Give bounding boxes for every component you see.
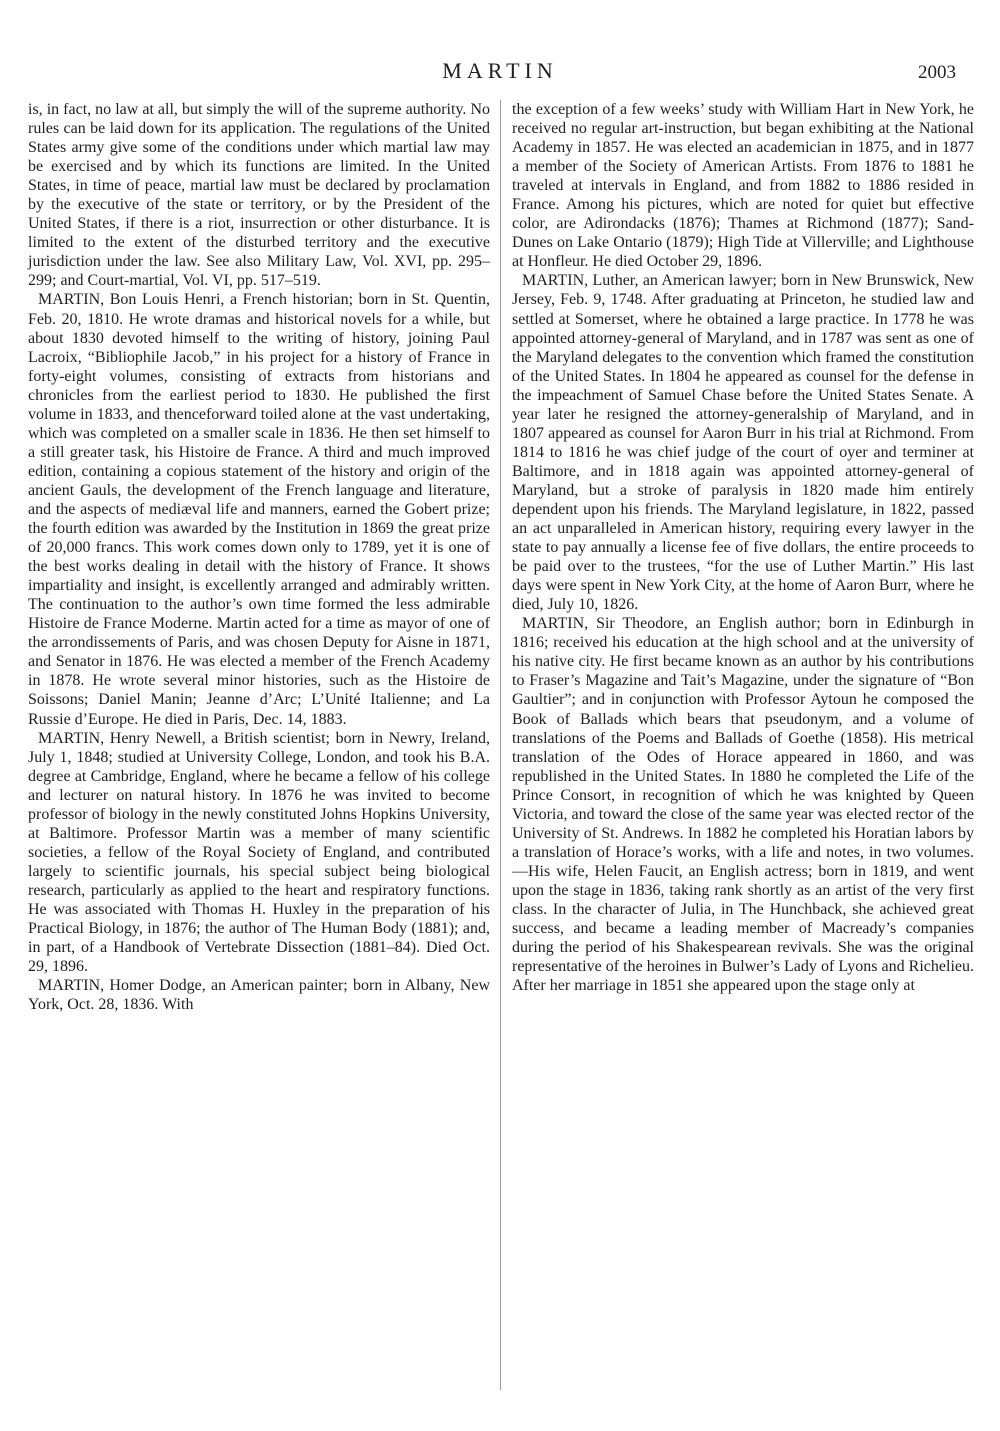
entry-sir-theodore-martin: MARTIN, Sir Theodore, an English author; born in Edinburgh in 1816; received his education at the high school and at the university of his native city. He first became known as an author by his contributions to Fraser’s Magazine and Tait’s Magazine, under the signature of “Bon Gaultier”; and in conjunction with Professor Aytoun he composed the Book of Ballads which bears that pseudonym, and a volume of translations of the Poems and Ballads of Goethe (1858). His metrical translation of the Odes of Horace appeared in 1860, and was republished in the United States. In 1880 he completed the Life of the Prince Consort, in recognition of which he was knighted by Queen Victoria, and toward the close of the same year was elected rector of the University of St. Andrews. In 1882 he completed his Horatian labors by a translation of Horace’s works, with a life and notes, in two volumes.—His wife, Helen Faucit, an English actress; born in 1819, and went upon the stage in 1836, taking rank shortly as an artist of the very first class. In the character of Julia, in The Hunchback, she achieved great success, and became a leading member of Macready’s companies during the period of his Shakespearean revivals. She was the original representative of the heroines in Bulwer’s Lady of Lyons and Richelieu. After her marriage in 1851 she appeared upon the stage only at	[512, 615, 974, 995]
running-head: MARTIN	[442, 58, 558, 83]
page-number: 2003	[918, 62, 956, 83]
paragraph-homer-dodge-continued: the exception of a few weeks’ study with William Hart in New York, he received no regular art-instruction, but began exhibiting at the National Academy in 1857. He was elected an academician in 1875, and in 1877 a member of the Society of American Artists. From 1876 to 1881 he traveled at intervals in England, and from 1882 to 1886 resided in France. Among his pictures, which are noted for quiet but effective color, are Adirondacks (1876); Thames at Richmond (1877); Sand-Dunes on Lake Ontario (1879); High Tide at Villerville; and Lighthouse at Honfleur. He died October 29, 1896.	[512, 101, 974, 271]
entry-henry-newell-martin: MARTIN, Henry Newell, a British scientist; born in Newry, Ireland, July 1, 1848; studied at University College, London, and took his B.A. degree at Cambridge, England, where he became a fellow of his college and lecturer on natural history. In 1876 he was invited to become professor of biology in the newly constituted Johns Hopkins University, at Baltimore. Professor Martin was a member of many scientific societies, a fellow of the Royal Society of England, and contributed largely to scientific journals, his special subject being biological research, particularly as applied to the heart and respiratory functions. He was associated with Thomas H. Huxley in the preparation of his Practical Biology, in 1876; the author of The Human Body (1881); and, in part, of a Handbook of Vertebrate Dissection (1881–84). Died Oct. 29, 1896.	[28, 729, 490, 976]
paragraph-martial-law: is, in fact, no law at all, but simply the will of the supreme authority. No rules can be laid down for its application. The regulations of the United States army give some of the conditions under which martial law may be exercised and by which its functions are limited. In the United States, in time of peace, martial law must be declared by proclamation by the executive of the state or territory, or by the President of the United States, if there is a riot, insurrection or other disturbance. It is limited to the extent of the disturbed territory and the executive jurisdiction under the law. See also Military Law, Vol. XVI, pp. 295–299; and Court-martial, Vol. VI, pp. 517–519.	[28, 101, 490, 290]
left-column	[28, 100, 490, 1014]
right-column	[512, 100, 974, 995]
column-divider	[500, 100, 501, 1390]
entry-luther-martin: MARTIN, Luther, an American lawyer; born in New Brunswick, New Jersey, Feb. 9, 1748. After graduating at Princeton, he studied law and settled at Somerset, where he obtained a large practice. In 1778 he was appointed attorney-general of Maryland, and in 1787 was sent as one of the Maryland delegates to the convention which framed the constitution of the United States. In 1804 he appeared as counsel for the defense in the impeachment of Samuel Chase before the United States Senate. A year later he resigned the attorney-generalship of Maryland, and in 1807 appeared as counsel for Aaron Burr in his trial at Richmond. From 1814 to 1816 he was chief judge of the court of oyer and terminer at Baltimore, and in 1818 again was appointed attorney-general of Maryland, but a stroke of paralysis in 1820 made him entirely dependent upon his friends. The Maryland legislature, in 1822, passed an act unparalleled in American history, requiring every lawyer in the state to pay annually a license fee of five dollars, the entire proceeds to be paid over to the trustees, “for the use of Luther Martin.” His last days were spent in New York City, at the home of Aaron Burr, where he died, July 10, 1826.	[512, 272, 974, 614]
entry-bon-louis-henri-martin: MARTIN, Bon Louis Henri, a French historian; born in St. Quentin, Feb. 20, 1810. He wrote dramas and historical novels for a while, but about 1830 devoted himself to the writing of history, joining Paul Lacroix, “Bibliophile Jacob,” in his project for a history of France in forty-eight volumes, consisting of extracts from historians and chronicles from the earliest period to 1830. He published the first volume in 1833, and thenceforward toiled alone at the vast undertaking, which was completed on a smaller scale in 1836. He then set himself to a still greater task, his Histoire de France. A third and much improved edition, containing a copious statement of the history and origin of the ancient Gauls, the development of the French language and literature, and the aspects of mediæval life and manners, earned the Gobert prize; the fourth edition was awarded by the Institution in 1869 the great prize of 20,000 francs. This work comes down only to 1789, yet it is one of the best works dealing in detail with the history of France. It shows impartiality and insight, is excellently arranged and admirably written. The continuation to the author’s own time formed the less admirable Histoire de France Moderne. Martin acted for a time as mayor of one of the arrondissements of Paris, and was chosen Deputy for Aisne in 1871, and Senator in 1876. He was elected a member of the French Academy in 1878. He wrote several minor histories, such as the Histoire de Soissons; Daniel Manin; Jeanne d’Arc; L’Unité Italienne; and La Russie d’Europe. He died in Paris, Dec. 14, 1883.	[28, 291, 490, 728]
entry-homer-dodge-martin: MARTIN, Homer Dodge, an American painter; born in Albany, New York, Oct. 28, 1836. With	[28, 977, 490, 1014]
